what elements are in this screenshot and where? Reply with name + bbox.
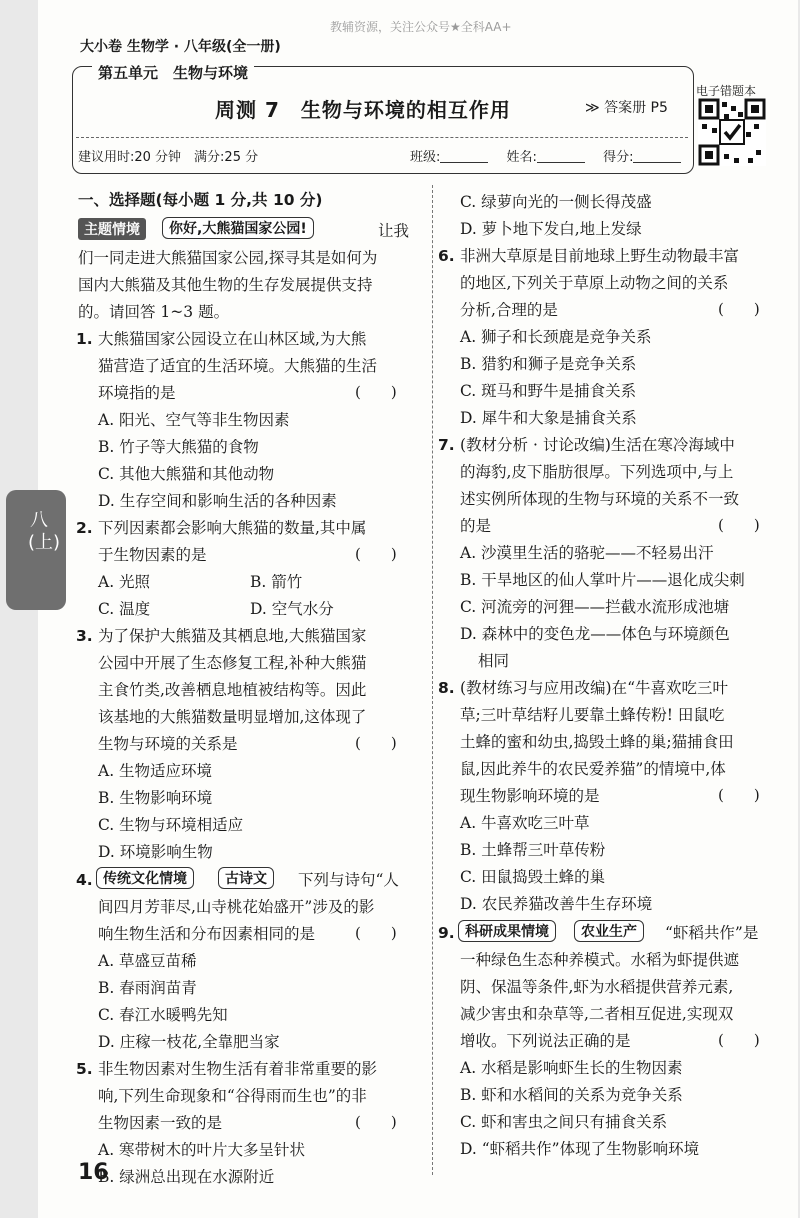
page-title: 周测 7 生物与环境的相互作用 — [215, 98, 511, 122]
answer-bracket[interactable]: ( ) — [718, 516, 760, 534]
option-continuation: 相同 — [478, 652, 510, 670]
score-field[interactable] — [633, 150, 681, 163]
class-field[interactable] — [440, 150, 488, 163]
question-text: 述实例所体现的生物与环境的关系不一致 — [460, 490, 740, 508]
question-text: 该基地的大熊猫数量明显增加,这体现了 — [98, 708, 367, 726]
question-number: 3. — [76, 627, 93, 645]
score-label: 得分: — [603, 150, 634, 165]
answer-bracket[interactable]: ( ) — [718, 300, 760, 318]
name-label: 姓名: — [506, 150, 537, 165]
question-text: 大熊猫国家公园设立在山林区域,为大熊 — [98, 330, 367, 348]
context-tag: 传统文化情境 — [96, 867, 194, 889]
question-number: 9. — [438, 924, 455, 942]
question-text: 增收。下列说法正确的是 — [460, 1032, 631, 1050]
option[interactable]: A. 狮子和长颈鹿是竞争关系 — [460, 328, 652, 346]
option[interactable]: A. 光照 — [98, 573, 151, 591]
question-text: 环境指的是 — [98, 384, 176, 402]
theme-subtag: 你好,大熊猫国家公园! — [162, 217, 314, 239]
question-text: 阴、保温等条件,虾为水稻提供营养元素, — [460, 978, 734, 996]
page-number: 16 — [78, 1160, 109, 1185]
question-text: “虾稻共作”是 — [665, 924, 759, 942]
question-text: 公园中开展了生态修复工程,补种大熊猫 — [98, 654, 367, 672]
question-text: 的海豹,皮下脂肪很厚。下列选项中,与上 — [460, 463, 734, 481]
option[interactable]: D. 萝卜地下发白,地上发绿 — [460, 220, 642, 238]
option[interactable]: A. 沙漠里生活的骆驼——不轻易出汗 — [460, 544, 714, 562]
qr-code-icon[interactable] — [698, 98, 766, 166]
answer-bracket[interactable]: ( ) — [718, 786, 760, 804]
class-label: 班级: — [410, 150, 441, 165]
section-heading: 一、选择题(每小题 1 分,共 10 分) — [78, 191, 323, 209]
question-text: 响,下列生命现象和“谷得雨而生也”的非 — [98, 1087, 367, 1105]
question-text: 土蜂的蜜和幼虫,捣毁土蜂的巢;猫捕食田 — [460, 733, 734, 751]
option[interactable]: A. 生物适应环境 — [98, 762, 213, 780]
answer-bracket[interactable]: ( ) — [355, 545, 397, 563]
option[interactable]: C. 虾和害虫之间只有捕食关系 — [460, 1113, 668, 1131]
book-title: 大小卷 生物学 · 八年级(全一册) — [80, 39, 281, 55]
answer-bracket[interactable]: ( ) — [718, 1031, 760, 1049]
option[interactable]: D. 生存空间和影响生活的各种因素 — [98, 492, 337, 510]
option[interactable]: C. 绿萝向光的一侧长得茂盛 — [460, 193, 652, 211]
answer-bracket[interactable]: ( ) — [355, 734, 397, 752]
option[interactable]: B. 土蜂帮三叶草传粉 — [460, 841, 606, 859]
question-text: 于生物因素的是 — [98, 546, 207, 564]
option[interactable]: D. 空气水分 — [250, 600, 334, 618]
question-text: 减少害虫和杂草等,二者相互促进,实现双 — [460, 1005, 734, 1023]
option[interactable]: B. 生物影响环境 — [98, 789, 213, 807]
context-tag: 科研成果情境 — [458, 920, 556, 942]
question-number: 6. — [438, 247, 455, 265]
option[interactable]: C. 河流旁的河狸——拦截水流形成池塘 — [460, 598, 730, 616]
option[interactable]: B. 猎豹和狮子是竞争关系 — [460, 355, 637, 373]
option[interactable]: B. 春雨润苗青 — [98, 979, 197, 997]
question-text: 草;三叶草结籽儿要靠土蜂传粉! 田鼠吃 — [460, 706, 725, 724]
option[interactable]: A. 阳光、空气等非生物因素 — [98, 411, 290, 429]
question-text: 主食竹类,改善栖息地植被结构等。因此 — [98, 681, 367, 699]
option[interactable]: B. 箭竹 — [250, 573, 303, 591]
option[interactable]: C. 温度 — [98, 600, 151, 618]
theme-tag: 主题情境 — [78, 218, 146, 240]
question-text: 分析,合理的是 — [460, 301, 558, 319]
question-text: 现生物影响环境的是 — [460, 787, 600, 805]
error-book-label: 电子错题本 — [696, 84, 757, 98]
question-text: 非生物因素对生物生活有着非常重要的影 — [98, 1060, 378, 1078]
option[interactable]: D. 环境影响生物 — [98, 843, 213, 861]
option[interactable]: C. 田鼠捣毁土蜂的巢 — [460, 868, 606, 886]
time-score-info: 建议用时:20 分钟 满分:25 分 — [78, 150, 259, 165]
option[interactable]: D. 森林中的变色龙——体色与环境颜色 — [460, 625, 730, 643]
question-text: 响生物生活和分布因素相同的是 — [98, 925, 316, 943]
question-number: 8. — [438, 679, 455, 697]
header-divider — [76, 137, 688, 138]
question-text: 一种绿色生态种养模式。水稻为虾提供遮 — [460, 951, 740, 969]
option[interactable]: A. 草盛豆苗稀 — [98, 952, 197, 970]
option[interactable]: C. 其他大熊猫和其他动物 — [98, 465, 275, 483]
question-number: 1. — [76, 330, 93, 348]
theme-intro-line: 们一同走进大熊猫国家公园,探寻其是如何为 — [78, 249, 378, 267]
student-info — [410, 146, 695, 165]
option[interactable]: A. 牛喜欢吃三叶草 — [460, 814, 590, 832]
question-number: 2. — [76, 519, 93, 537]
theme-intro-line: 国内大熊猫及其他生物的生存发展提供支持 — [78, 276, 373, 294]
answer-reference: ≫ 答案册 P5 — [585, 100, 668, 116]
question-text: 为了保护大熊猫及其栖息地,大熊猫国家 — [98, 627, 367, 645]
question-text: 非洲大草原是目前地球上野生动物最丰富 — [460, 247, 740, 265]
question-text: 鼠,因此养牛的农民爱养猫”的情境中,体 — [460, 760, 726, 778]
question-text: 的是 — [460, 517, 492, 535]
option[interactable]: B. 虾和水稻间的关系为竞争关系 — [460, 1086, 683, 1104]
column-divider — [432, 185, 433, 1175]
question-text: 下列因素都会影响大熊猫的数量,其中属 — [98, 519, 367, 537]
answer-bracket[interactable]: ( ) — [355, 924, 397, 942]
answer-bracket[interactable]: ( ) — [355, 1113, 397, 1131]
question-text: (教材分析 · 讨论改编)生活在寒冷海域中 — [460, 436, 735, 454]
question-text: 的地区,下列关于草原上动物之间的关系 — [460, 274, 729, 292]
question-number: 5. — [76, 1060, 93, 1078]
option[interactable]: C. 斑马和野牛是捕食关系 — [460, 382, 637, 400]
option[interactable]: D. 庄稼一枝花,全靠肥当家 — [98, 1033, 280, 1051]
option[interactable]: B. 绿洲总出现在水源附近 — [98, 1168, 275, 1186]
context-subtag: 古诗文 — [218, 867, 274, 889]
theme-intro-line: 的。请回答 1~3 题。 — [78, 303, 230, 321]
question-text: 猫营造了适宜的生活环境。大熊猫的生活 — [98, 357, 378, 375]
option[interactable]: D. 农民养猫改善牛生存环境 — [460, 895, 653, 913]
option[interactable]: D. “虾稻共作”体现了生物影响环境 — [460, 1140, 700, 1158]
question-text: 生物与环境的关系是 — [98, 735, 238, 753]
option[interactable]: A. 寒带树木的叶片大多呈针状 — [98, 1141, 306, 1159]
option[interactable]: B. 干旱地区的仙人掌叶片——退化成尖刺 — [460, 571, 745, 589]
context-subtag: 农业生产 — [574, 920, 644, 942]
name-field[interactable] — [537, 150, 585, 163]
watermark: 教辅资源，关注公众号★全科AA+ — [330, 20, 512, 34]
unit-label: 第五单元 生物与环境 — [92, 62, 254, 83]
theme-intro-line: 让我 — [378, 222, 410, 240]
grade-side-tab-label: 八(上) — [28, 510, 61, 553]
option[interactable]: D. 犀牛和大象是捕食关系 — [460, 409, 637, 427]
option[interactable]: A. 水稻是影响虾生长的生物因素 — [460, 1059, 683, 1077]
question-number: 4. — [76, 871, 93, 889]
question-number: 7. — [438, 436, 455, 454]
option[interactable]: C. 春江水暖鸭先知 — [98, 1006, 228, 1024]
option[interactable]: B. 竹子等大熊猫的食物 — [98, 438, 259, 456]
question-text: 间四月芳菲尽,山寺桃花始盛开”涉及的影 — [98, 898, 375, 916]
question-text: 生物因素一致的是 — [98, 1114, 223, 1132]
answer-bracket[interactable]: ( ) — [355, 383, 397, 401]
option[interactable]: C. 生物与环境相适应 — [98, 816, 244, 834]
question-text: 下列与诗句“人 — [298, 871, 399, 889]
question-text: (教材练习与应用改编)在“牛喜欢吃三叶 — [460, 679, 729, 697]
